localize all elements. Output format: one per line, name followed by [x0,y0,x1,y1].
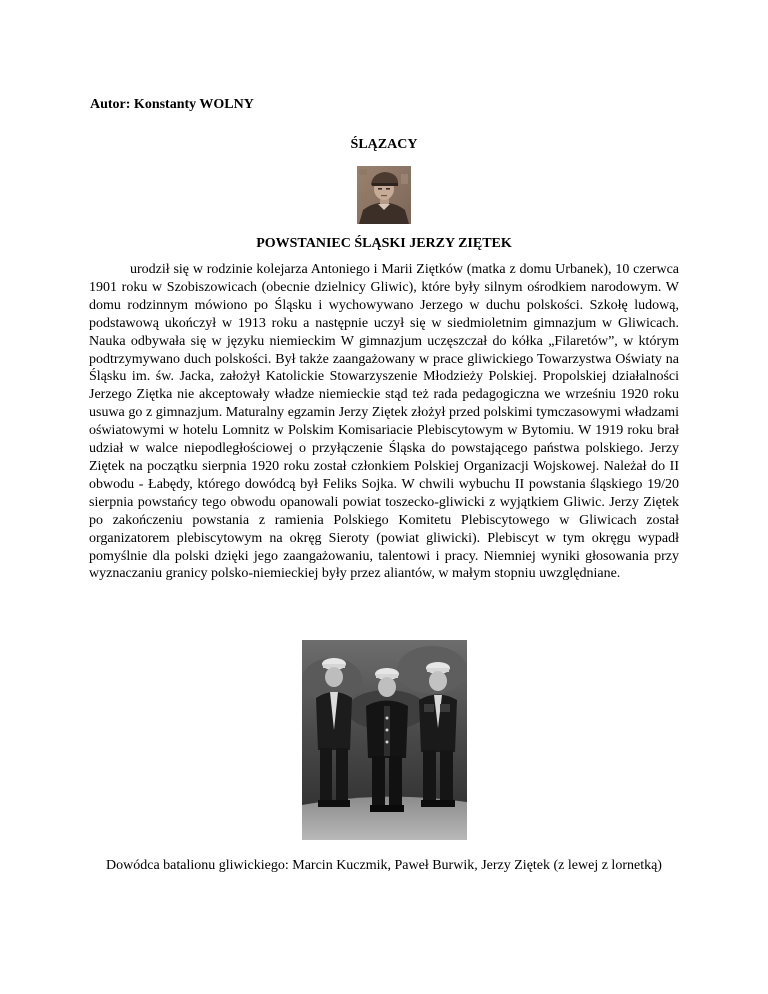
portrait-image [357,166,411,224]
photo-caption: Dowódca batalionu gliwickiego: Marcin Kuczmik, Paweł Burwik, Jerzy Ziętek (z lewej z lornetką) [106,858,662,873]
author-line: Autor: Konstanty WOLNY [90,97,254,112]
section-title: ŚLĄZACY [350,137,418,152]
group-photo [302,640,467,840]
group-photo-image [302,640,467,840]
portrait-photo [357,166,411,224]
article-headline: POWSTANIEC ŚLĄSKI JERZY ZIĘTEK [256,236,512,251]
article-body: urodził się w rodzinie kolejarza Antoniego i Marii Ziętków (matka z domu Urbanek), 10 czerwca 1901 roku w Szobiszowicach (obecnie dzielnicy Gliwic), które były silnym ośrodkiem narodowym. W domu rodzinnym mówiono po Śląsku i wychowywano Jerzego w duchu polskości. Szkołę ludową, podstawową ukończył w 1913 roku a następnie uczył się w siedmioletnim gimnazjum w Gliwicach. Nauka odbywała się w języku niemieckim W gimnazjum uczęszczał do kółka „Filaretów”, w którym podtrzymywano duch polskości. Był także zaangażowany w prace gliwickiego Towarzystwa Oświaty na Śląsku im. św. Jacka, założył Katolickie Stowarzyszenie Młodzieży Polskiej. Propolskiej działalności Jerzego Ziętka nie akceptowały władze niemieckie stąd też rada pedagogiczna we wrześniu 1920 roku usuwa go z gimnazjum. Maturalny egzamin Jerzy Ziętek złożył przed polskimi tymczasowymi władzami oświatowymi w hotelu Lomnitz w Polskim Komisariacie Plebiscytowym w Bytomiu. W 1919 roku brał udział w walce niepodległościowej o przyłączenie Śląska do powstającego państwa polskiego. Jerzy Ziętek na początku sierpnia 1920 roku został członkiem Polskiej Organizacji Wojskowej. Należał do II obwodu - Łabędy, którego dowódcą był Feliks Sojka. W chwili wybuchu II powstania śląskiego 19/20 sierpnia powstańcy tego obwodu opanowali powiat toszecko-gliwicki z wyjątkiem Gliwic. Jerzy Ziętek po zakończeniu powstania z ramienia Polskiego Komitetu Plebiscytowego w Gliwicach został organizatorem plebiscytowym na okręg Sieroty (powiat gliwicki). Plebiscyt w tym okręgu wypadł pomyślnie dla polski dzięki jego zaangażowaniu, talentowi i pracy. Niemniej wyniki głosowania przy wyznaczaniu granicy polsko-niemieckiej były przez aliantów, w małym stopniu uwzględniane. [89,262,679,582]
